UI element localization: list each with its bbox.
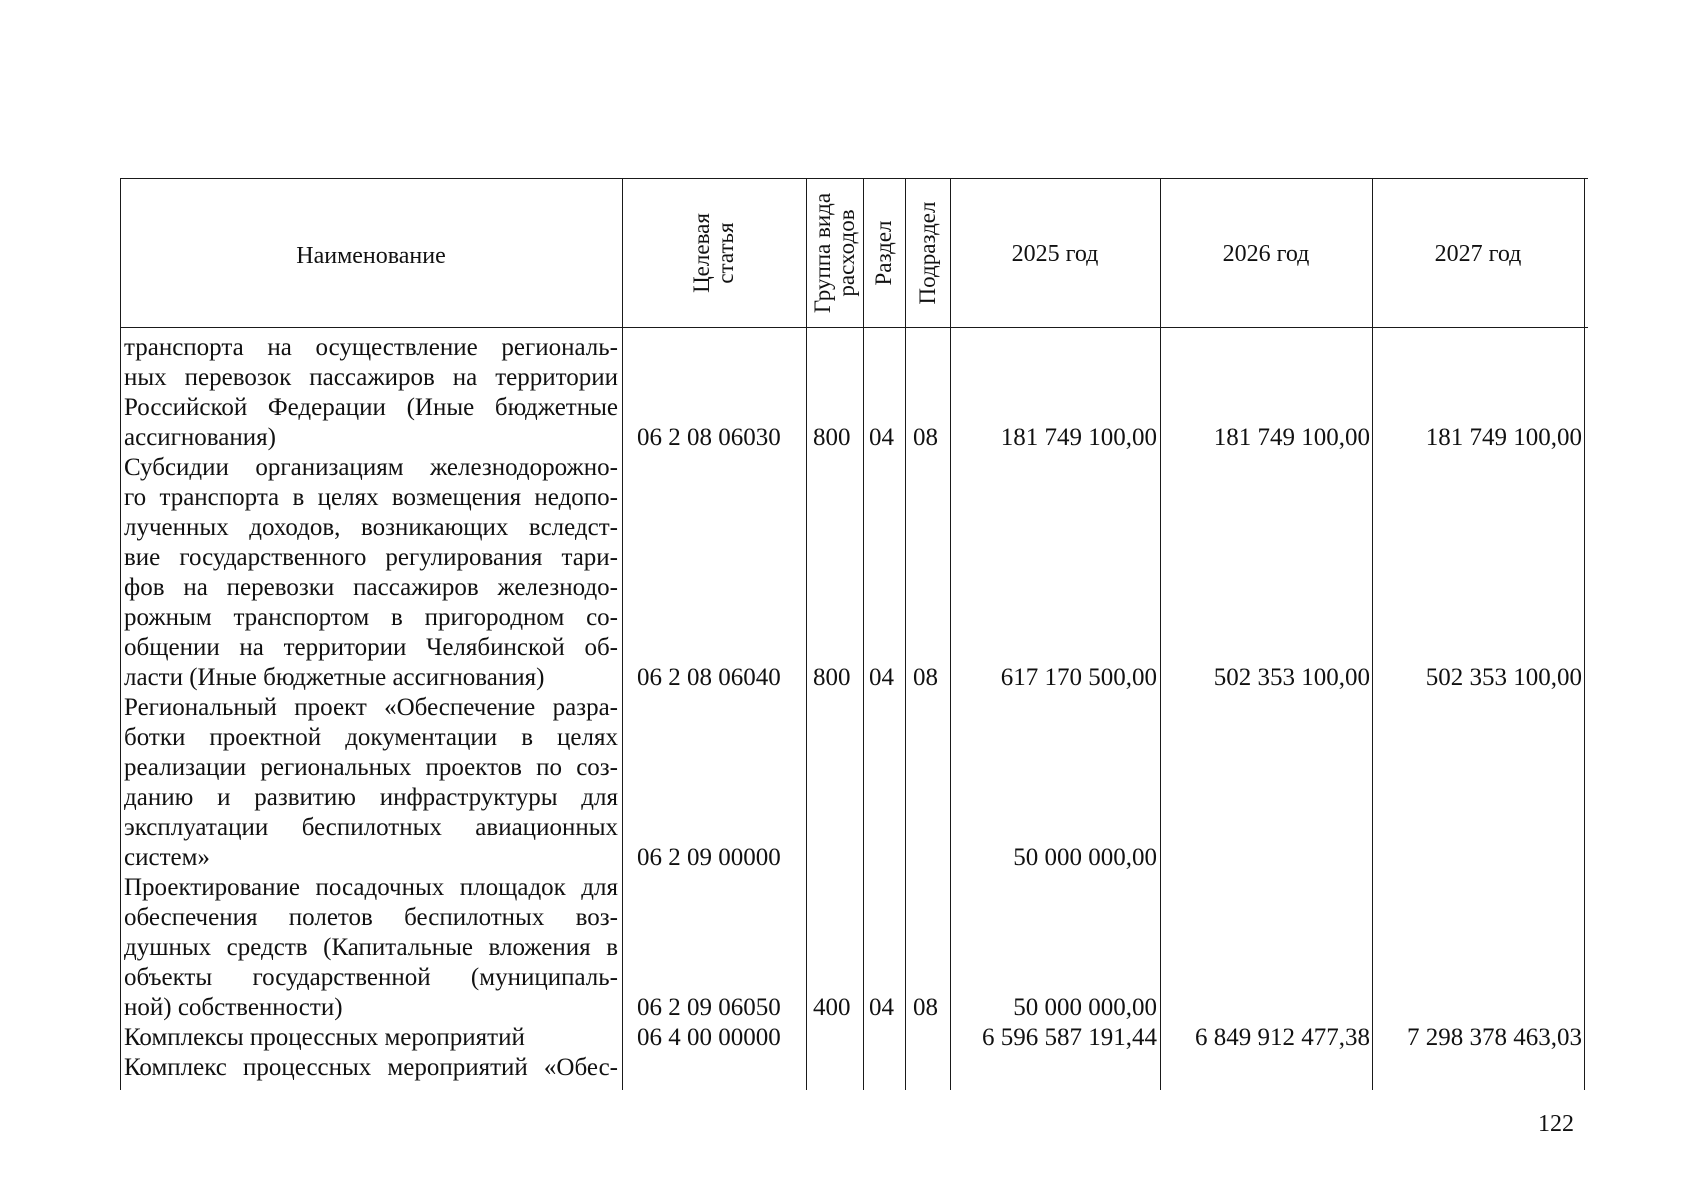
row-name-line: реализации региональных проектов по соз-	[124, 754, 618, 781]
row-value-2026: 502 353 100,00	[1213, 664, 1370, 691]
page-number: 122	[1538, 1111, 1574, 1137]
row-name-line: Проектирование посадочных площадок для	[124, 874, 618, 901]
row-subsection: 08	[913, 664, 938, 691]
row-name-line: объекты государственной (муниципаль-	[124, 964, 618, 991]
row-name-line: обеспечения полетов беспилотных воз-	[124, 904, 618, 931]
row-code: 06 2 09 06050	[637, 994, 781, 1021]
row-name-line: фов на перевозки пассажиров железнодо-	[124, 574, 618, 601]
row-name-line: Субсидии организациям железнодорожно-	[124, 454, 618, 481]
header-section: Раздел	[871, 220, 896, 286]
header-target-article-line1: Целевая	[689, 213, 714, 293]
row-name-line: ласти (Иные бюджетные ассигнования)	[124, 664, 545, 691]
row-name-line: ассигнования)	[124, 424, 276, 451]
table-header-bottom-border	[120, 327, 1588, 328]
column-divider	[1160, 178, 1161, 1090]
row-value-2027: 181 749 100,00	[1425, 424, 1582, 451]
row-name-line: ботки проектной документации в целях	[124, 724, 618, 751]
row-name-line: общении на территории Челябинской об-	[124, 634, 618, 661]
row-name-line: данию и развитию инфраструктуры для	[124, 784, 618, 811]
column-divider	[622, 178, 623, 1090]
row-value-2027: 7 298 378 463,03	[1407, 1024, 1582, 1051]
row-name-line: душных средств (Капитальные вложения в	[124, 934, 618, 961]
table-top-border	[120, 178, 1588, 179]
header-expense-group-line2: расходов	[834, 209, 859, 297]
header-name: Наименование	[296, 243, 446, 269]
row-section: 04	[869, 424, 894, 451]
row-name-line: Комплекс процессных мероприятий «Обес-	[124, 1054, 618, 1081]
row-name-line: транспорта на осуществление региональ-	[124, 334, 618, 361]
row-value-2025: 6 596 587 191,44	[982, 1024, 1157, 1051]
header-year-2025: 2025 год	[1011, 241, 1099, 267]
row-subsection: 08	[913, 994, 938, 1021]
row-name-line: эксплуатации беспилотных авиационных	[124, 814, 618, 841]
row-code: 06 2 08 06040	[637, 664, 781, 691]
row-value-2026: 181 749 100,00	[1213, 424, 1370, 451]
row-value-2027: 502 353 100,00	[1425, 664, 1582, 691]
column-divider	[905, 178, 906, 1090]
column-divider	[1372, 178, 1373, 1090]
row-code: 06 2 09 00000	[637, 844, 781, 871]
row-subsection: 08	[913, 424, 938, 451]
row-section: 04	[869, 664, 894, 691]
row-name-line: ной) собственности)	[124, 994, 343, 1021]
header-subsection: Подраздел	[915, 201, 940, 305]
table-left-border	[120, 178, 121, 1090]
row-value-2025: 617 170 500,00	[1000, 664, 1157, 691]
header-year-2027: 2027 год	[1434, 241, 1522, 267]
row-value-2026: 6 849 912 477,38	[1195, 1024, 1370, 1051]
row-name-line: вие государственного регулирования тари-	[124, 544, 618, 571]
column-divider	[863, 178, 864, 1090]
header-target-article-line2: статья	[713, 222, 738, 284]
row-name-line: Региональный проект «Обеспечение разра-	[124, 694, 618, 721]
header-expense-group	[811, 193, 859, 313]
row-name-line: ных перевозок пассажиров на территории	[124, 364, 618, 391]
row-value-2025: 50 000 000,00	[1013, 994, 1157, 1021]
row-name-line: рожным транспортом в пригородном со-	[124, 604, 618, 631]
row-name-line: лученных доходов, возникающих вследст-	[124, 514, 618, 541]
column-divider	[806, 178, 807, 1090]
row-name-line: Комплексы процессных мероприятий	[124, 1024, 525, 1051]
row-group: 800	[813, 424, 851, 451]
row-group: 400	[813, 994, 851, 1021]
column-divider	[950, 178, 951, 1090]
row-value-2025: 50 000 000,00	[1013, 844, 1157, 871]
row-code: 06 2 08 06030	[637, 424, 781, 451]
table-right-border	[1584, 178, 1585, 1090]
header-expense-group-line1: Группа вида	[810, 192, 835, 314]
row-code: 06 4 00 00000	[637, 1024, 781, 1051]
row-name-line: го транспорта в целях возмещения недопо-	[124, 484, 618, 511]
row-group: 800	[813, 664, 851, 691]
row-value-2025: 181 749 100,00	[1000, 424, 1157, 451]
row-name-line: Российской Федерации (Иные бюджетные	[124, 394, 618, 421]
header-year-2026: 2026 год	[1222, 241, 1310, 267]
header-target-article	[690, 213, 738, 293]
row-name-line: систем»	[124, 844, 210, 871]
row-section: 04	[869, 994, 894, 1021]
